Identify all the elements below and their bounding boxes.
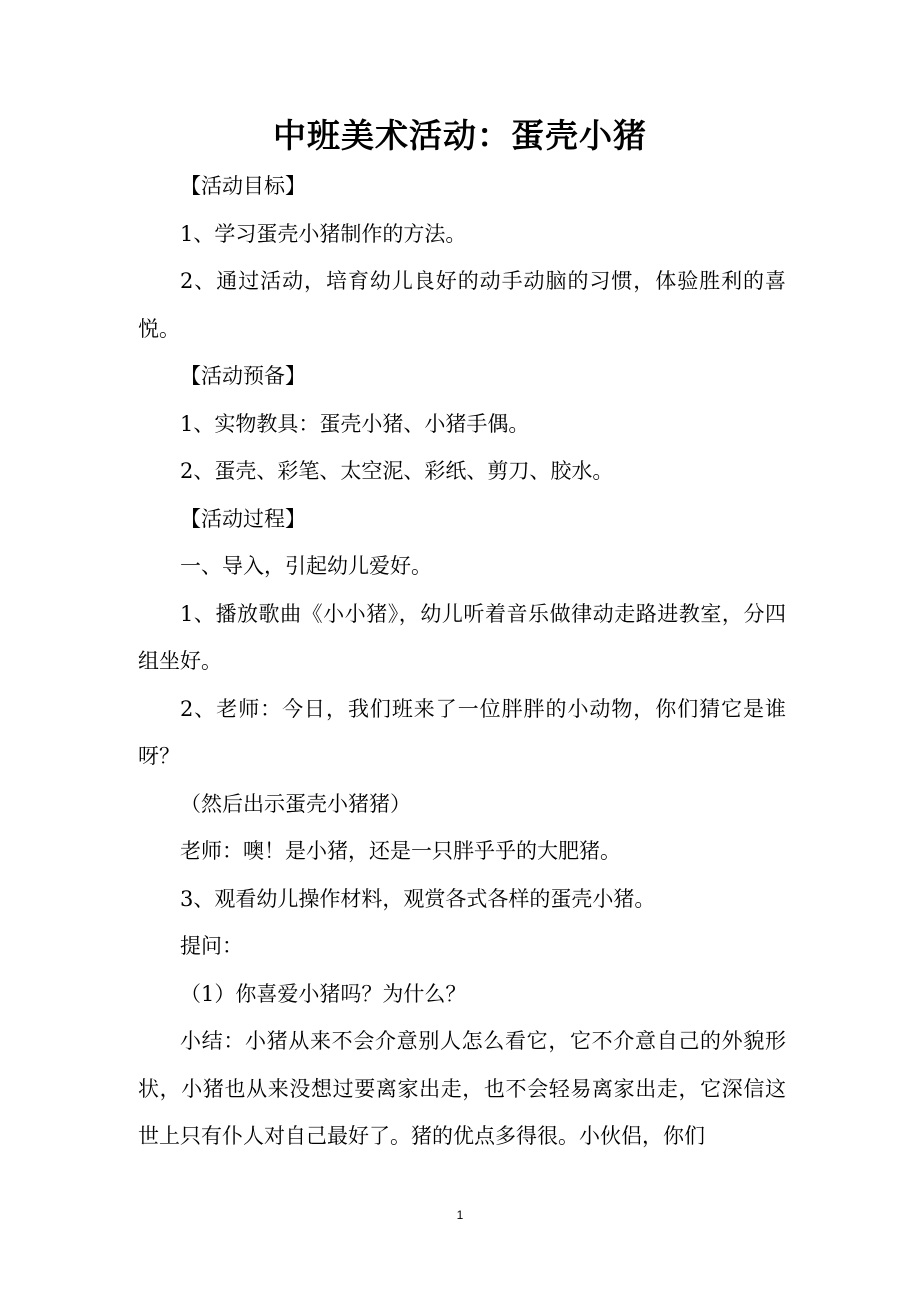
document-title: 中班美术活动：蛋壳小猪 <box>273 116 647 155</box>
section-heading-preparation: 【活动预备】 <box>180 364 306 388</box>
paragraph: 2、通过活动，培育幼儿良好的动手动脑的习惯，体验胜利的喜悦。 <box>138 269 786 341</box>
paragraph: （1）你喜爱小猪吗？为什么？ <box>180 981 467 1006</box>
paragraph: 2、蛋壳、彩笔、太空泥、彩纸、剪刀、胶水。 <box>180 459 614 483</box>
paragraph: 1、实物教具：蛋壳小猪、小猪手偶。 <box>180 411 530 436</box>
paragraph: 一、导入，引起幼儿爱好。 <box>180 554 432 578</box>
paragraph: 1、学习蛋壳小猪制作的方法。 <box>180 221 467 246</box>
paragraph: （然后出示蛋壳小猪猪） <box>180 791 411 816</box>
paragraph: 1、播放歌曲《小小猪》，幼儿听着音乐做律动走路进教室，分四组坐好。 <box>138 601 786 673</box>
paragraph: 老师：噢！是小猪，还是一只胖乎乎的大肥猪。 <box>180 839 621 863</box>
section-heading-goals: 【活动目标】 <box>180 174 306 198</box>
paragraph: 3、观看幼儿操作材料，观赏各式各样的蛋壳小猪。 <box>180 886 656 911</box>
paragraph: 提问： <box>180 934 243 958</box>
page-number: 1 <box>456 1208 464 1222</box>
paragraph: 2、老师：今日，我们班来了一位胖胖的小动物，你们猜它是谁呀？ <box>138 696 786 768</box>
paragraph: 小结：小猪从来不会介意别人怎么看它，它不介意自己的外貌形状，小猪也从来没想过要离家出走，也不会轻易离家出走，它深信这世上只有仆人对自己最好了。猪的优点多得很。小伙侣，你们 <box>138 1029 786 1148</box>
section-heading-process: 【活动过程】 <box>180 506 306 531</box>
document-body <box>138 163 786 1161</box>
